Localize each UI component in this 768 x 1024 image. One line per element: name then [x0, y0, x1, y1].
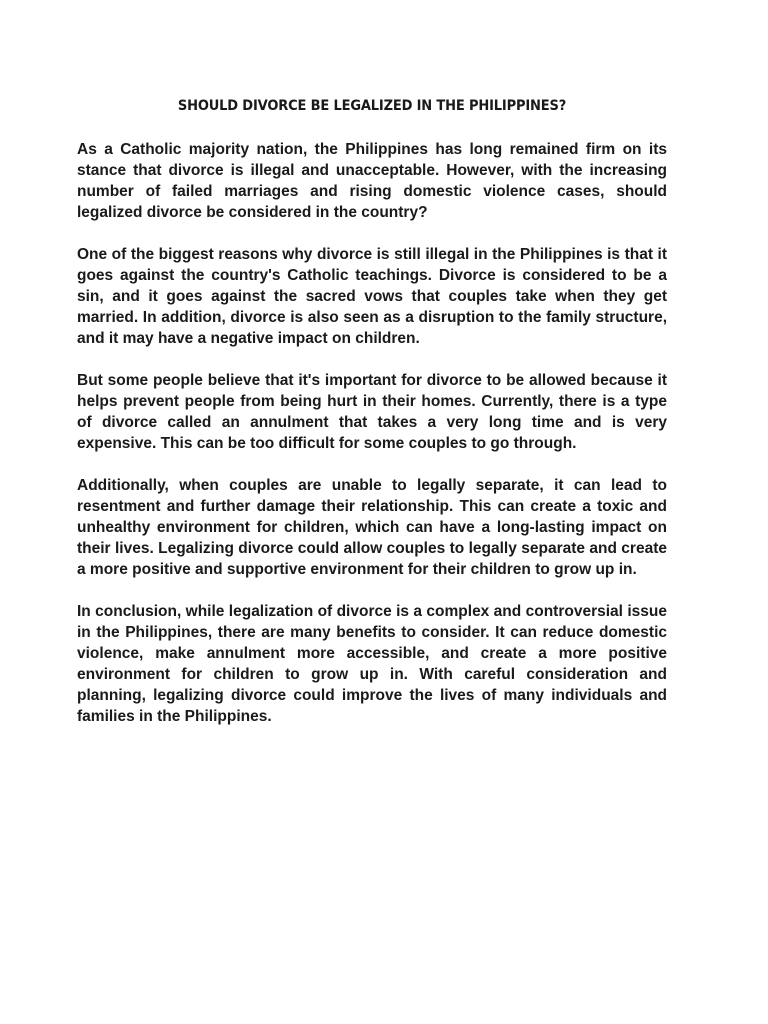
paragraph-additionally: Additionally, when couples are unable to legally separate, it can lead to resentment and further damage their relationship. This can create a toxic and unhealthy environment for children, which can have a long-lasting impact on their lives. Legalizing divorce could allow couples to legally separate and create a more positive and supportive environment for their children to grow up in.: [77, 477, 667, 578]
paragraph-conclusion: In conclusion, while legalization of divorce is a complex and controversial issue in the Philippines, there are many benefits to consider. It can reduce domestic violence, make annulment more accessible, and create a more positive environment for children to grow up in. With careful consideration and planning, legalizing divorce could improve the lives of many individuals and families in the Philippines.: [77, 603, 667, 725]
paragraph-reasons-illegal: One of the biggest reasons why divorce is still illegal in the Philippines is that it goes against the country's Catholic teachings. Divorce is considered to be a sin, and it goes against the sacred vows that couples take when they get married. In addition, divorce is also seen as a disruption to the family structure, and it may have a negative impact on children.: [77, 246, 667, 347]
document-title: SHOULD DIVORCE BE LEGALIZED IN THE PHILIPPINES?: [177, 98, 567, 114]
document-page: [77, 96, 667, 748]
paragraph-intro: As a Catholic majority nation, the Philippines has long remained firm on its stance that divorce is illegal and unacceptable. However, with the increasing number of failed marriages and rising domestic violence cases, should legalized divorce be considered in the country?: [77, 141, 667, 221]
paragraph-reasons-allowed: But some people believe that it's important for divorce to be allowed because it helps prevent people from being hurt in their homes. Currently, there is a type of divorce called an annulment that takes a very long time and is very expensive. This can be too difficult for some couples to go through.: [77, 372, 667, 452]
